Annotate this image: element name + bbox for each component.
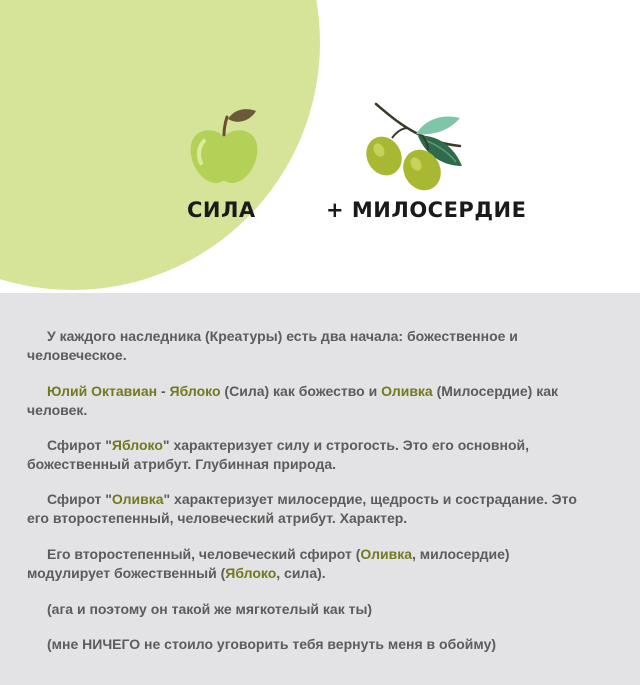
paragraph-aside-2: (мне НИЧЕГО не стоило уговорить тебя вернуть меня в обойму) [47,636,497,652]
paragraph-modulation: Его второстепенный, человеческий сфирот (Оливка, милосердие) модулирует божественный (Яблоко, сила). [27,546,510,581]
olive-highlight: Оливка [111,491,164,507]
hero-circle [0,0,320,290]
strength-label: СИЛА [187,198,256,222]
apple-icon [186,105,262,185]
paragraph-octavian: Юлий Октавиан - Яблоко (Сила) как божество и Оливка (Милосердие) как человек. [27,383,559,418]
mercy-label: + МИЛОСЕРДИЕ [326,198,527,222]
name-highlight: Юлий Октавиан [47,383,158,399]
olive-branch-icon [364,100,466,196]
hero-banner [0,0,640,293]
paragraph-aside-1: (ага и поэтому он такой же мягкотелый как ты) [47,601,373,617]
text-panel [0,293,640,685]
paragraph-olive-sefirah: Сфирот "Оливка" характеризует милосердие, щедрость и сострадание. Это его второстепенный, человеческий атрибут. Характер. [27,491,577,526]
paragraph-apple-sefirah: Сфирот "Яблоко" характеризует силу и строгость. Это его основной, божественный атрибут. Глубинная природа. [27,437,530,472]
olive-highlight: Оливка [381,383,433,399]
apple-highlight: Яблоко [169,383,221,399]
apple-highlight: Яблоко [111,437,163,453]
apple-highlight: Яблоко [225,565,277,581]
paragraph-intro: У каждого наследника (Креатуры) есть два начала: божественное и человеческое. [27,328,518,363]
olive-highlight: Оливка [360,546,412,562]
